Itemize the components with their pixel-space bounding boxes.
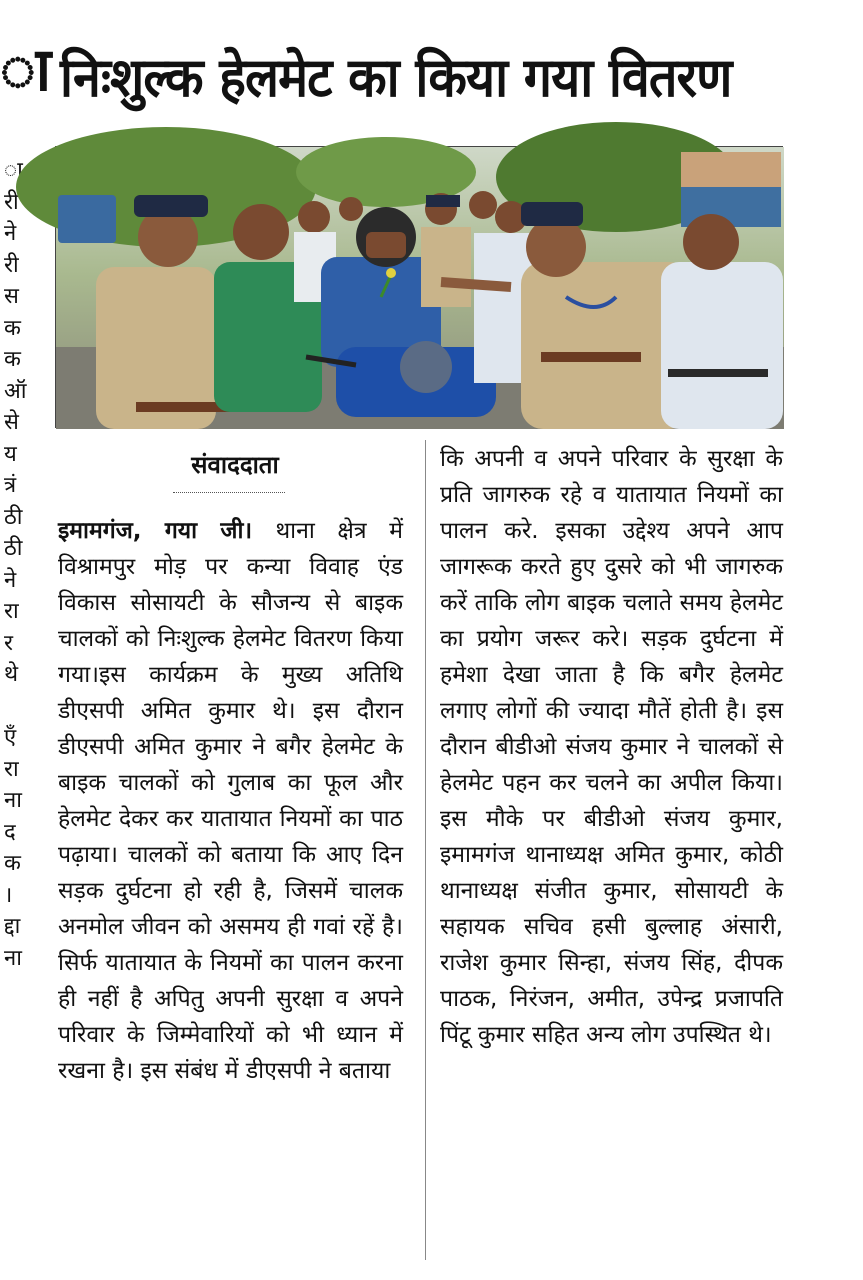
adjacent-column-fragment: ा xyxy=(4,158,23,183)
article-text-column-2: कि अपनी व अपने परिवार के सुरक्षा के प्रति जागरुक रहे व यातायात नियमों का पालन करे. इसका उद्देश्य अपने आप जागरूक करते हुए दुसरे को भी जागरुक करें ताकि लोग बाइक चलाते समय हेलमेट का प्रयोग जरूर करे। सड़क दुर्घटना में हमेशा देखा जाता है कि बगैर हेलमेट लगाए लोगों की ज्यादा मौतें होती है। इस दौरान बीडीओ संजय कुमार ने चालकों से हेलमेट पहन कर चलने का अपील किया। इस मौके पर बीडीओ संजय कुमार, इमामगंज थानाध्यक्ष अमित कुमार, कोठी थानाध्यक्ष संजीत कुमार, सोसायटी के सहायक सचिव हसी बुल्लाह अंसारी, राजेश कुमार सिन्हा, संजय सिंह, दीपक पाठक, निरंजन, अमीत, उपेन्द्र प्रजापति पिंटू कुमार सहित अन्य लोग उपस्थित थे। xyxy=(440,446,783,1048)
adjacent-column-big-glyph: ा xyxy=(0,35,52,105)
adjacent-column-fragment: द्दा xyxy=(4,914,21,939)
adjacent-column-fragment xyxy=(4,691,44,723)
article-text-column-1: थाना क्षेत्र में विश्रामपुर मोड़ पर कन्या विवाह एंड विकास सोसायटी के सौजन्य से बाइक चालकों को निःशुल्क हेलमेट वितरण किया गया।इस कार्यक्रम के मुख्य अतिथि डीएसपी अमित कुमार थे। इस दौरान डीएसपी अमित कुमार ने बगैर हेलमेट के बाइक चालकों को गुलाब का फूल और हेलमेट देकर कर यातायात नियमों का पाठ पढ़ाया। चालकों को बताया कि आए दिन सड़क दुर्घटना हो रही है, जिसमें चालक अनमोल जीवन को असमय ही गवां रहें है। सिर्फ यातायात के नियमों का पालन करना ही नहीं है अपितु अपनी सुरक्षा व अपने परिवार के जिम्मेवारियों को भी ध्यान में रखना है। इस संबंध में डीएसपी ने बताया xyxy=(58,518,403,1084)
adjacent-column-fragment: ना xyxy=(4,945,22,971)
adjacent-column-fragment: ठी xyxy=(4,504,23,530)
adjacent-column-fragment: स xyxy=(4,284,19,309)
adjacent-column-fragments xyxy=(4,155,44,974)
article-column-2 xyxy=(440,441,783,1241)
adjacent-column-fragment: य xyxy=(4,441,17,467)
article-dateline: इमामगंज, गया जी। xyxy=(58,518,276,544)
photo-illustration xyxy=(56,147,784,429)
adjacent-column-fragment: ने xyxy=(4,567,17,593)
adjacent-column-fragment: से xyxy=(4,410,19,435)
adjacent-column-fragment: ने xyxy=(4,221,17,246)
adjacent-column-fragment: त्रं xyxy=(4,473,17,498)
adjacent-column-fragment: री xyxy=(4,252,19,278)
adjacent-column-fragment: री xyxy=(4,189,19,215)
column-divider xyxy=(425,440,426,1260)
vehicle-left xyxy=(58,195,116,243)
adjacent-column-fragment: ठी xyxy=(4,536,23,561)
news-photo xyxy=(55,146,783,428)
adjacent-column-fragment: थे xyxy=(4,662,19,687)
adjacent-column-fragment: र xyxy=(4,630,13,656)
byline-divider xyxy=(173,492,285,493)
adjacent-column-fragment: द xyxy=(4,819,16,845)
article-column-1 xyxy=(58,513,403,1263)
adjacent-column-fragment: । xyxy=(4,882,13,908)
adjacent-column-fragment: ऑ xyxy=(4,378,27,404)
adjacent-column-fragment: ना xyxy=(4,788,22,813)
adjacent-column-fragment: रा xyxy=(4,756,19,782)
headline: निःशुल्क हेलमेट का किया गया वितरण xyxy=(60,46,732,109)
byline-block xyxy=(55,440,415,500)
byline: संवाददाता xyxy=(191,451,279,479)
adjacent-column-fragment: रा xyxy=(4,599,19,624)
adjacent-column-fragment: क xyxy=(4,315,21,341)
adjacent-column-fragment: एँ xyxy=(4,725,17,750)
adjacent-column-fragment: क xyxy=(4,347,21,372)
adjacent-column-fragment: क xyxy=(4,851,21,876)
